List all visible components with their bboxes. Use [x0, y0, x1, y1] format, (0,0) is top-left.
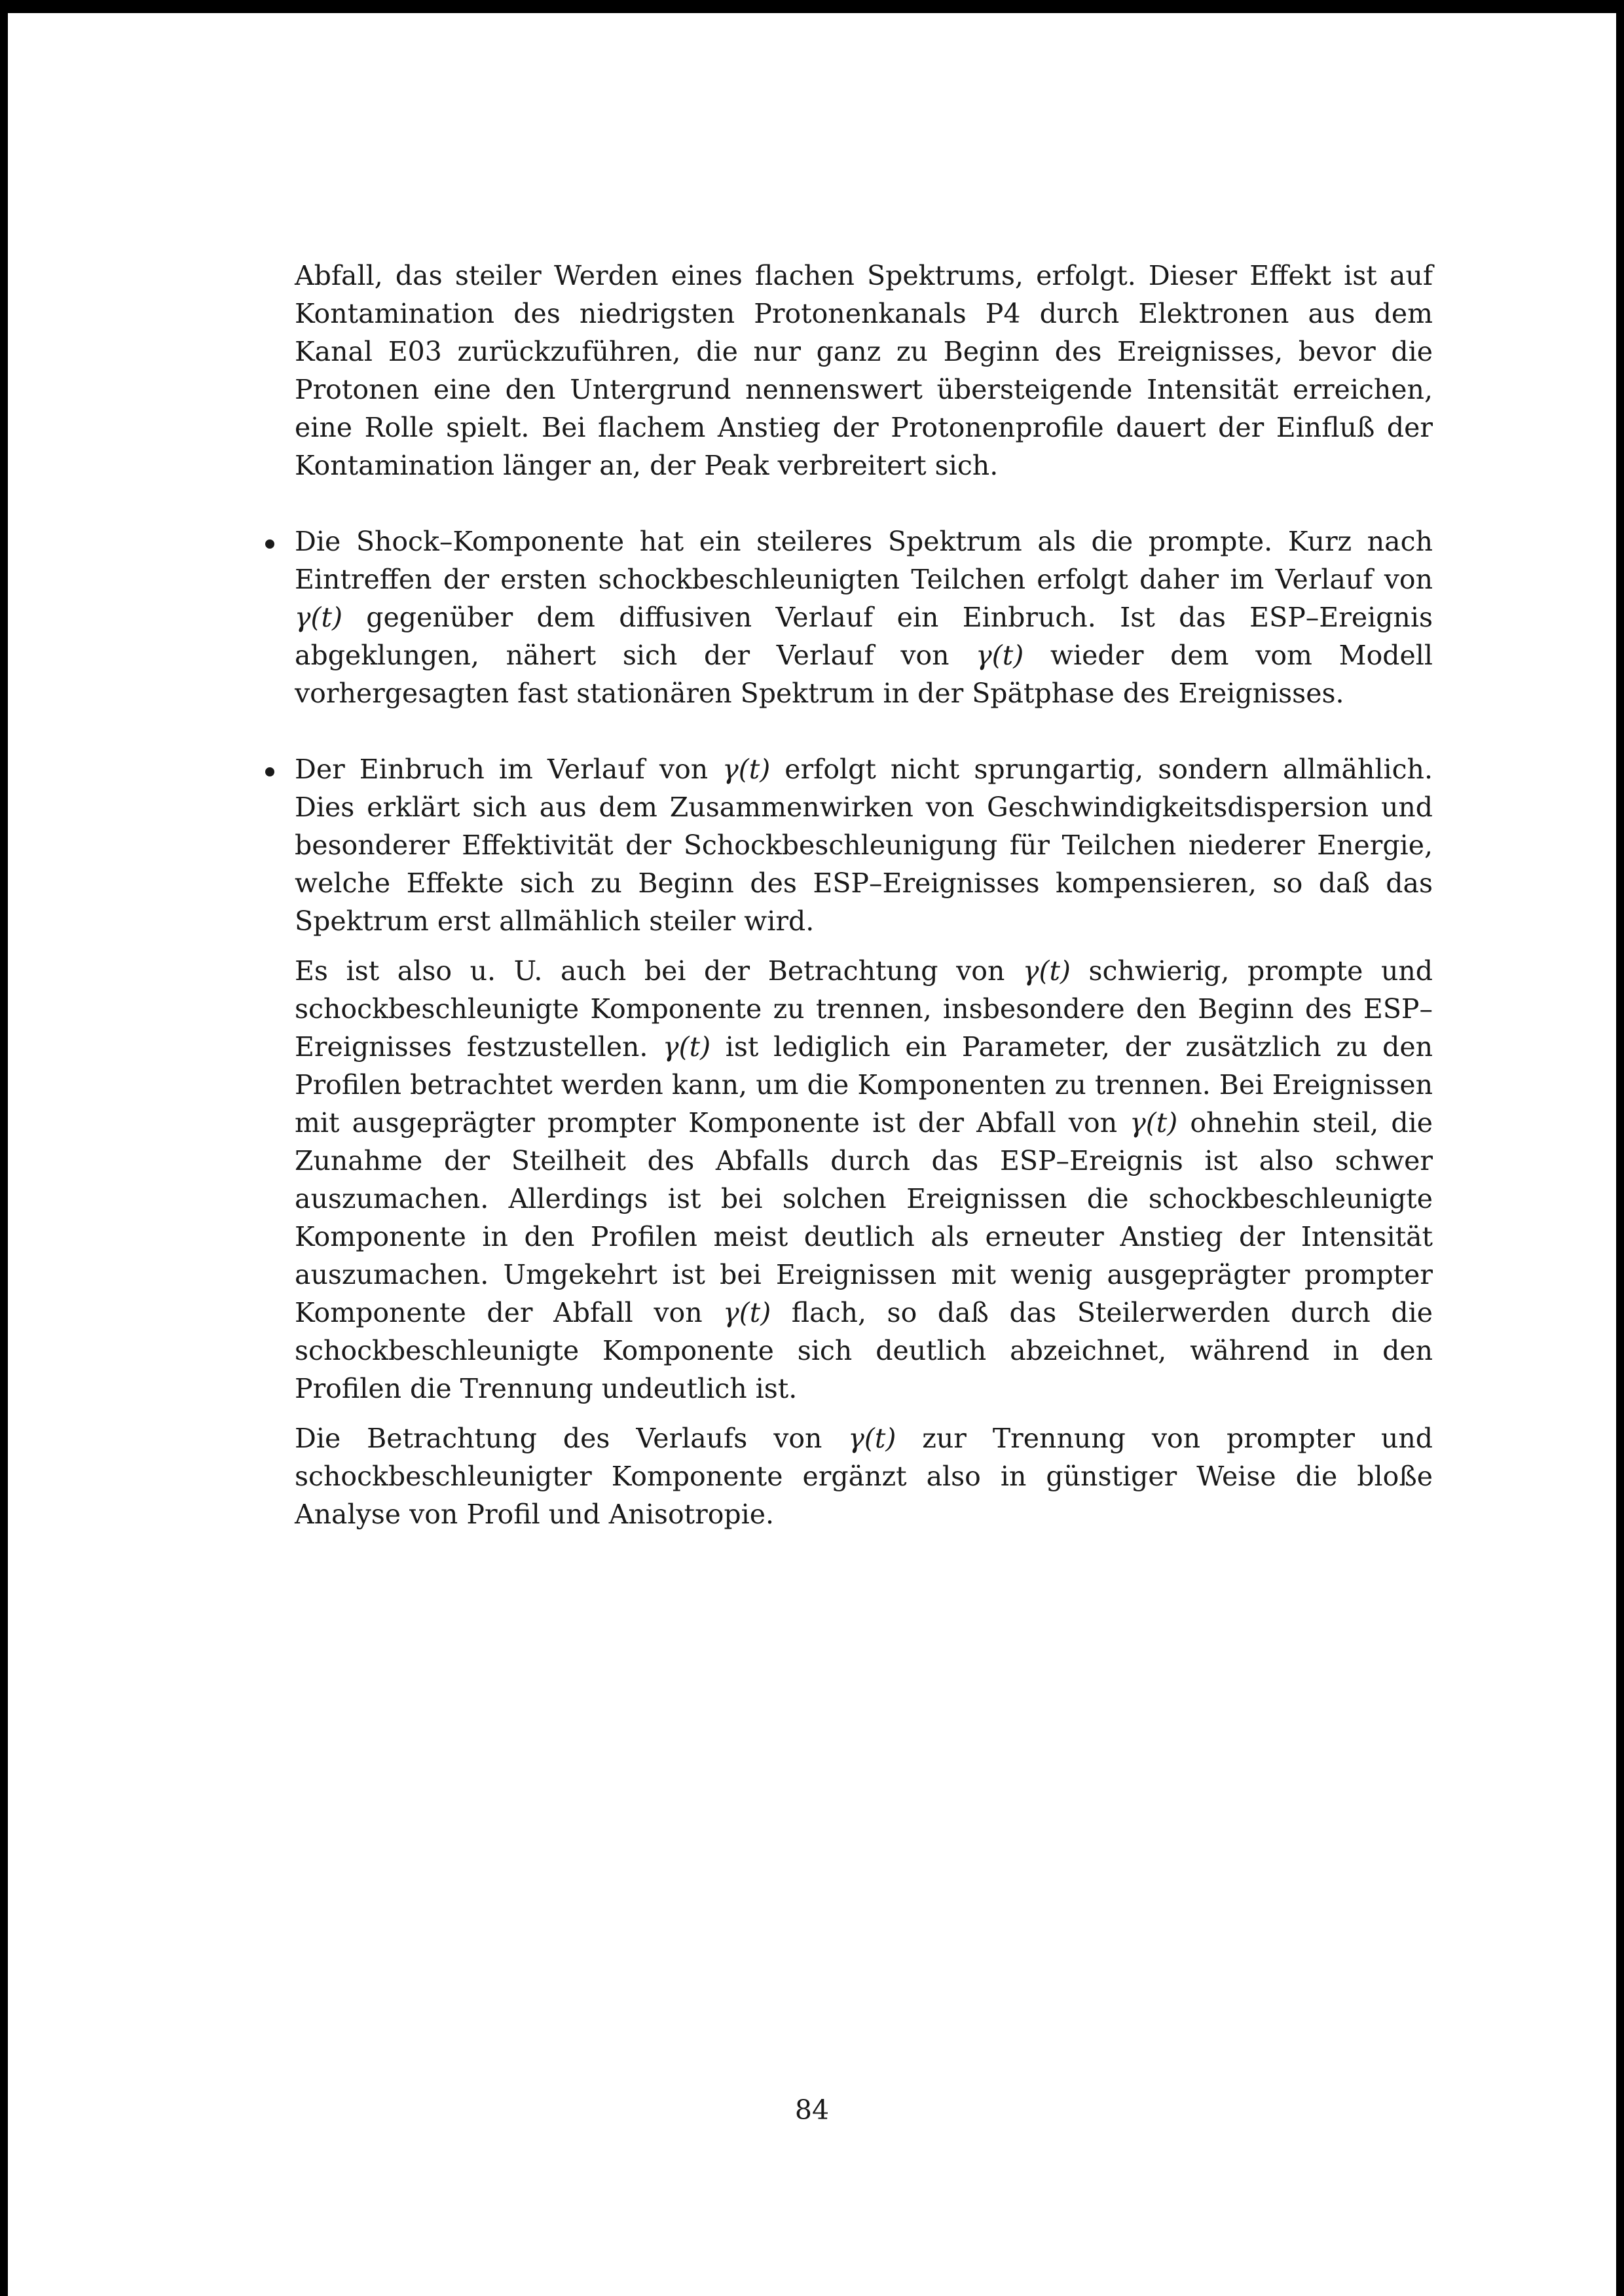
paragraph-separation	[295, 952, 1433, 1408]
paragraph-text: flach, so daß das Steilerwerden durch die schockbeschleunigte Komponente sich deutlich abzeichnet, während in den Profilen die Trennung undeutlich ist.	[295, 1297, 1433, 1404]
paragraph-text: Es ist also u. U. auch bei der Betrachtung von	[295, 955, 1023, 987]
math-gamma-t: γ(t)	[1130, 1107, 1178, 1139]
math-gamma-t: γ(t)	[663, 1031, 711, 1063]
math-gamma-t: γ(t)	[295, 602, 342, 633]
math-gamma-t: γ(t)	[1022, 955, 1071, 987]
math-gamma-t: γ(t)	[976, 640, 1024, 671]
bullet-text: wieder dem vom Modell vorhergesagten fast stationären Spektrum in der Spätphase des Ereignisses.	[295, 640, 1433, 709]
body-text	[295, 257, 1433, 1533]
paragraph-text: Die Betrachtung des Verlaufs von	[295, 1423, 849, 1454]
paragraph-text: ohnehin steil, die Zunahme der Steilheit des Abfalls durch das ESP–Ereignis ist also schwer auszumachen. Allerdings ist bei solchen Ereignissen die schockbeschleunigte Komponente in den Profilen meist deutlich als erneuter Anstieg der Intensität auszumachen. Umgekehrt ist bei Ereignissen mit wenig ausgeprägter prompter Komponente der Abfall von	[295, 1107, 1433, 1328]
bullet-icon	[265, 539, 274, 549]
bullet-item-gradual-drop	[295, 750, 1433, 940]
math-gamma-t: γ(t)	[723, 1297, 771, 1328]
bullet-icon	[265, 767, 274, 776]
document-page	[8, 13, 1616, 2296]
page-number: 84	[794, 2094, 830, 2126]
paragraph-text: zur Trennung von prompter und schockbeschleunigter Komponente ergänzt also in günstiger Weise die bloße Analyse von Profil und Anisotropie.	[295, 1423, 1433, 1530]
paragraph-text: ist lediglich ein Parameter, der zusätzlich zu den Profilen betrachtet werden kann, um die Komponenten zu trennen. Bei Ereignissen mit ausgeprägter prompter Komponente ist der Abfall von	[295, 1031, 1433, 1139]
math-gamma-t: γ(t)	[722, 754, 771, 785]
bullet-text: Der Einbruch im Verlauf von	[295, 754, 723, 785]
math-gamma-t: γ(t)	[848, 1423, 896, 1454]
bullet-text: erfolgt nicht sprungartig, sondern allmählich. Dies erklärt sich aus dem Zusammenwirken von Geschwindigkeitsdispersion und besonderer Effektivität der Schockbeschleunigung für Teilchen niederer Energie, welche Effekte sich zu Beginn des ESP–Ereignisses kompensieren, so daß das Spektrum erst allmählich steiler wird.	[295, 754, 1433, 937]
bullet-text: Die Shock–Komponente hat ein steileres Spektrum als die prompte. Kurz nach Eintreffen der ersten schockbeschleunigten Teilchen erfolgt daher im Verlauf von	[295, 526, 1433, 595]
bullet-text: gegenüber dem diffusiven Verlauf ein Einbruch. Ist das ESP–Ereignis abgeklungen, nähert sich der Verlauf von	[295, 602, 1433, 671]
paragraph-intro: Abfall, das steiler Werden eines flachen Spektrums, erfolgt. Dieser Effekt ist auf Kontamination des niedrigsten Protonenkanals P4 durch Elektronen aus dem Kanal E03 zurückzuführen, die nur ganz zu Beginn des Ereignisses, bevor die Protonen eine den Untergrund nennenswert übersteigende Intensität erreichen, eine Rolle spielt. Bei flachem Anstieg der Protonenprofile dauert der Einfluß der Kontamination länger an, der Peak verbreitert sich.	[295, 260, 1433, 481]
paragraph-text: schwierig, prompte und schockbeschleunigte Komponente zu trennen, insbesondere den Beginn des ESP–Ereignisses festzustellen.	[295, 955, 1433, 1063]
paragraph-conclusion	[295, 1419, 1433, 1533]
bullet-item-shock-component	[295, 522, 1433, 712]
